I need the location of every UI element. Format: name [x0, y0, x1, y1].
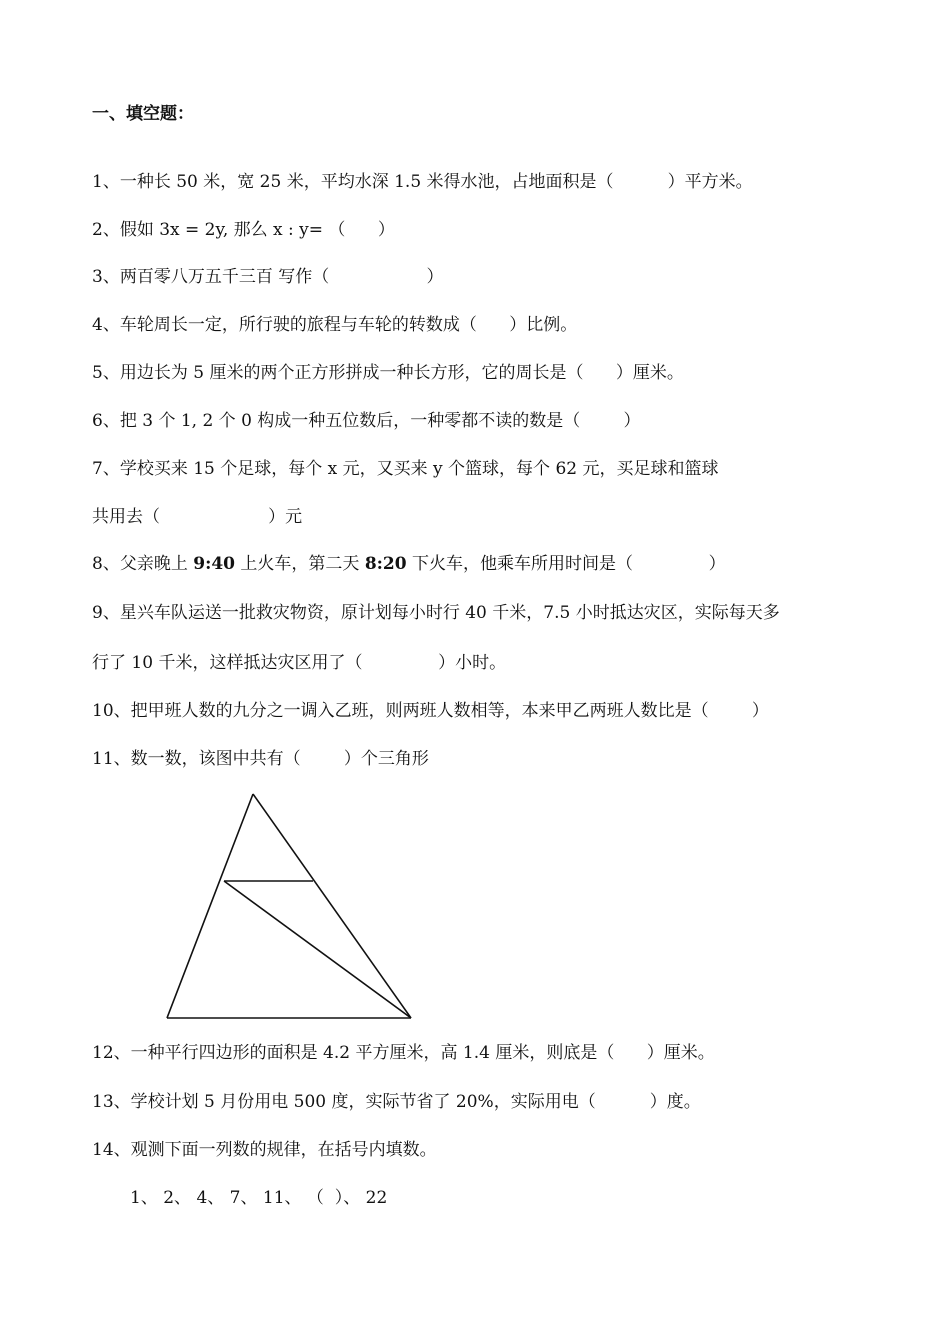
question-6: 6、把 3 个 1, 2 个 0 构成一种五位数后，一种零都不读的数是（ ）	[92, 411, 641, 431]
triangle-figure	[160, 788, 420, 1024]
question-8-arrive-time: 8:20	[364, 554, 407, 574]
question-8-pre: 8、父亲晚上	[92, 554, 194, 574]
inner-diagonal-segment	[224, 881, 411, 1018]
question-3: 3、两百零八万五千三百 写作（ ）	[92, 267, 444, 287]
question-8	[92, 552, 726, 576]
question-8-mid: 上火车，第二天	[235, 554, 365, 574]
question-8-depart-time: 9:40	[193, 554, 235, 574]
question-7-line-2: 共用去（ ）元	[92, 507, 303, 527]
question-14: 14、观测下面一列数的规律，在括号内填数。	[92, 1140, 437, 1160]
question-14-sequence: 1、 2、 4、 7、 11、 （ ）、 22	[130, 1188, 388, 1208]
question-11: 11、数一数，该图中共有（ ）个三角形	[92, 749, 429, 769]
question-12: 12、一种平行四边形的面积是 4.2 平方厘米，高 1.4 厘米，则底是（ ）厘米。	[92, 1043, 715, 1063]
question-13: 13、学校计划 5 月份用电 500 度，实际节省了 20%，实际用电（ ）度。	[92, 1092, 701, 1112]
question-4: 4、车轮周长一定，所行驶的旅程与车轮的转数成（ ）比例。	[92, 315, 578, 335]
question-7-line-1: 7、学校买来 15 个足球，每个 x 元，又买来 y 个篮球，每个 62 元，买足球和篮球	[92, 459, 719, 479]
outer-left-edge	[167, 794, 253, 1018]
question-2: 2、假如 3x = 2y, 那么 x : y= （ ）	[92, 220, 395, 240]
question-9-line-2: 行了 10 千米，这样抵达灾区用了（ ）小时。	[92, 653, 507, 673]
question-1: 1、一种长 50 米，宽 25 米，平均水深 1.5 米得水池，占地面积是（ ）平方米。	[92, 172, 753, 192]
question-8-post: 下火车，他乘车所用时间是（ ）	[406, 554, 726, 574]
question-9-line-1: 9、星兴车队运送一批救灾物资，原计划每小时行 40 千米，7.5 小时抵达灾区，实际每天多	[92, 603, 780, 623]
question-5: 5、用边长为 5 厘米的两个正方形拼成一种长方形，它的周长是（ ）厘米。	[92, 363, 684, 383]
question-10: 10、把甲班人数的九分之一调入乙班，则两班人数相等，本来甲乙两班人数比是（ ）	[92, 701, 769, 721]
outer-right-edge	[253, 794, 411, 1018]
section-title: 一、填空题：	[92, 104, 194, 124]
